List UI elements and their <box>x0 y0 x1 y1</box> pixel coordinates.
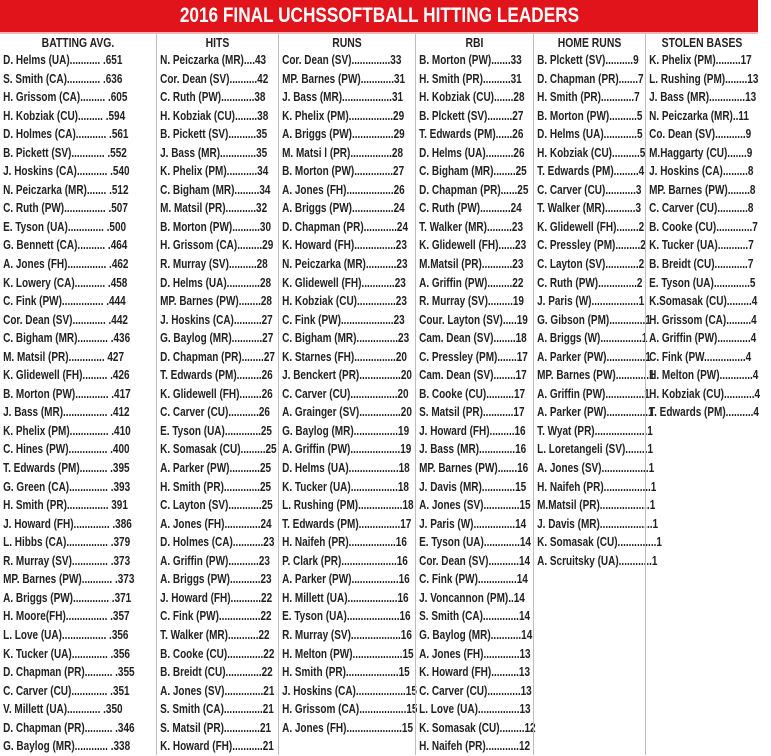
column-rbi <box>415 34 536 755</box>
leader-entry: H. Grissom (CA)......... .605 <box>3 89 128 105</box>
leader-entry: T. Wyat (PR)...................1 <box>537 422 653 438</box>
leader-entry: K. Glidewell (FH)............23 <box>282 274 406 290</box>
leader-entry: J. Bass (MR).............16 <box>419 441 527 457</box>
leader-entry: H. Naifeh (PR).................1 <box>537 478 657 494</box>
leader-entry: J. Bass (MR)................ .412 <box>3 404 130 420</box>
leader-entry: H. Naifeh (PR).................16 <box>282 534 407 550</box>
leader-entry: B. Morton (PW).......33 <box>419 52 522 67</box>
leader-entry: C. Fink (PW)..............14 <box>419 571 528 587</box>
leader-entry: H. Millett (UA)..................16 <box>282 589 409 605</box>
leader-entry: T. Edwards (PM)..........4 <box>649 404 759 420</box>
leader-entry: A. Parker (PW)...............1 <box>537 404 654 420</box>
leader-entry: D. Chapman (PR).......... .346 <box>3 719 135 735</box>
leader-entry: J. Bass (MR).............13 <box>649 89 757 105</box>
leader-entry: C. Hines (PW).............. .400 <box>3 441 130 457</box>
leader-entry: T. Edwards (PM).........4 <box>537 163 645 179</box>
leader-entry: C. Bigham (MR)...............23 <box>282 330 410 346</box>
leader-entry: B. Plckett (SV)..........9 <box>537 52 639 67</box>
leader-entry: C. Fink (PW...............4 <box>649 348 752 364</box>
leader-entry: T. Edwards (PM)......26 <box>419 126 524 142</box>
leader-entry: A. Jones (SV).............15 <box>419 497 531 513</box>
leader-entry: MP. Barnes (PW)........... .373 <box>3 571 135 587</box>
leader-entry: D. Holmes (CA)........... .561 <box>3 126 129 142</box>
leader-entry: K. Glidewell (FH)........26 <box>160 385 273 401</box>
leader-entry: M. Matsi l (PR)...............28 <box>282 144 404 160</box>
leader-entry: Cam. Dean (SV)........18 <box>419 330 527 346</box>
leader-entry: K. Phelix (PM)...........34 <box>160 163 269 179</box>
leader-list <box>646 51 761 422</box>
leader-entry: H. Grissom (CA).........29 <box>160 237 274 253</box>
leader-entry: K. Phelix (PM).............. .410 <box>3 422 131 438</box>
leader-entry: K.Somasak (CU).........4 <box>649 293 758 309</box>
leader-entry: V. Millett (UA)............ .350 <box>3 701 123 717</box>
leader-entry: C. Fink (PW)............... .444 <box>3 293 126 309</box>
leader-entry: J. Hoskins (CA).........8 <box>649 163 754 179</box>
leader-entry: A. Parker (PW)..............1 <box>537 348 651 364</box>
leader-entry: B. Morton (PW)..............27 <box>282 163 405 179</box>
column-batting-avg <box>0 34 156 755</box>
leader-entry: S. Smith (CA)............ .636 <box>3 70 123 86</box>
leader-entry: D. Chapman (PR).......7 <box>537 70 644 86</box>
leader-entry: N. Peiczarka (MR)..11 <box>649 107 749 123</box>
leader-entry: D. Helms (UA)........... .651 <box>3 52 123 67</box>
leader-entry: A. Jones (FH).............24 <box>160 515 272 531</box>
leader-entry: M.Matsil (PR)..................1 <box>537 497 656 513</box>
leader-entry: B. Morton (PW)..........30 <box>160 218 272 234</box>
leader-entry: K. Somasak (CU)..............1 <box>537 534 662 550</box>
leader-entry: B. Morton (PW)............ .417 <box>3 385 131 401</box>
leader-entry: A. Briggs (PW)...........23 <box>160 571 272 587</box>
leader-entry: N. Peiczarka (MR)....... .512 <box>3 181 129 197</box>
leader-list <box>157 51 278 756</box>
leader-entry: B. Cooke (CU).............7 <box>649 218 758 234</box>
leader-entry: C. Ruth (PW)............... .507 <box>3 200 128 216</box>
leader-entry: H. Kobziak (CU)...........4 <box>649 385 761 401</box>
column-header: RBI <box>465 35 484 50</box>
column-header: HOME RUNS <box>557 35 622 50</box>
leader-entry: T. Edwards (PM).........26 <box>160 367 273 383</box>
leader-entry: M.Haggarty (CU).......9 <box>649 144 753 160</box>
leader-entry: N. Peiczarka (MR)....43 <box>160 52 267 67</box>
column-stolen-bases <box>645 34 761 755</box>
leader-entry: J. Hoskins (CA)..........27 <box>160 311 273 327</box>
leader-entry: H. Smith (PR).............25 <box>160 478 272 494</box>
leader-entry: B. Cooke (CU).............22 <box>160 645 275 661</box>
leader-entry: B. Plckett (SV).........27 <box>419 107 524 123</box>
leader-entry: T. Edwards (PM).......... .395 <box>3 460 130 476</box>
leader-entry: A. Griffin (PW)..................19 <box>282 441 412 457</box>
leader-entry: S. Smith (CA).............14 <box>419 608 531 624</box>
leader-entry: M.Matsil (PR)...........23 <box>419 256 524 272</box>
leader-entry: A. Jones (SV)..............21 <box>160 682 275 698</box>
leader-entry: C. Carver (CU)............. .351 <box>3 682 130 698</box>
leader-entry: MP. Barnes (PW)........28 <box>160 293 272 309</box>
leader-entry: MP. Barnes (PW)........8 <box>649 181 756 197</box>
column-home-runs <box>533 34 662 755</box>
leader-entry: E. Tyson (UA).............5 <box>649 274 756 290</box>
leader-entry: G. Baylog (MR)...........27 <box>160 330 274 346</box>
leader-entry: G. Gibson (PM).............1 <box>537 311 651 327</box>
page-title: 2016 FINAL UCHSSOFTBALL HITTING LEADERS <box>179 4 579 27</box>
leader-entry: C. Layton (SV)............2 <box>537 256 645 272</box>
leader-entry: B. Cooke (CU)..........17 <box>419 385 526 401</box>
leader-entry: C. Pressley (PM).........2 <box>537 237 646 253</box>
leader-entry: R. Murray (SV)..........28 <box>160 256 268 272</box>
leader-entry: L. Love (UA)...............13 <box>419 701 531 717</box>
leader-entry: Cor. Dean (SV)...........14 <box>419 552 531 568</box>
leader-entry: J. Paris (W)...............14 <box>419 515 527 531</box>
leader-entry: H. Smith (PR)............... 391 <box>3 497 128 513</box>
leader-entry: G. Bennett (CA).......... .464 <box>3 237 128 253</box>
leader-entry: H. Grissom (CA).................15 <box>282 701 418 717</box>
leader-entry: R. Murray (SV).........19 <box>419 293 524 309</box>
column-header: RUNS <box>332 35 362 50</box>
leader-entry: K. Glidewell (FH)......... .426 <box>3 367 130 383</box>
leader-entry: C. Fink (PW)...............22 <box>160 608 272 624</box>
leader-entry: C. Layton (SV)............25 <box>160 497 273 513</box>
leader-entry: C. Ruth (PW)............38 <box>160 89 266 105</box>
leader-entry: C. Carver (CU)............13 <box>419 682 532 698</box>
leader-entry: C. Bigham (MR)........25 <box>419 163 527 179</box>
leader-list <box>279 51 418 737</box>
leader-entry: K. Tucker (UA)............. .356 <box>3 645 130 661</box>
leader-entry: B. Morton (PW)..........5 <box>537 107 643 123</box>
leader-entry: H. Smith (PR)...................15 <box>282 664 410 680</box>
leader-entry: H. Kobziak (CU)..........5 <box>537 144 646 160</box>
leader-entry: H. Smith (PR)..........31 <box>419 70 522 86</box>
column-header: STOLEN BASES <box>661 35 743 50</box>
leader-entry: H. Kobziak (CU)........38 <box>160 107 269 123</box>
leader-entry: S. Smith (CA)..............21 <box>160 701 274 717</box>
leader-entry: C. Ruth (PW)..............2 <box>537 274 643 290</box>
leader-entry: N. Peiczarka (MR)...........23 <box>282 256 408 272</box>
leader-entry: A. Briggs (W)...............1 <box>537 330 648 346</box>
leader-entry: A. Jones (FH)....................15 <box>282 719 414 735</box>
leader-entry: K. Phelix (PM).........17 <box>649 52 752 67</box>
leader-entry: B. Breidt (CU)............7 <box>649 256 754 272</box>
leader-entry: G. Green (CA).............. .393 <box>3 478 131 494</box>
leader-entry: H. Melton (PW)..................15 <box>282 645 414 661</box>
leader-entry: A. Parker (PW).................16 <box>282 571 410 587</box>
column-header: HITS <box>205 35 230 50</box>
leader-entry: D. Holmes (CA)...........23 <box>160 534 275 550</box>
leader-entry: Co. Dean (SV)...........9 <box>649 126 752 142</box>
leader-entry: A. Briggs (PW)............. .371 <box>3 589 132 605</box>
leader-entry: M. Matsil (PR)...........32 <box>160 200 268 216</box>
leader-entry: H. Kobziak (CU).......28 <box>419 89 525 105</box>
leader-entry: R. Murray (SV)............. .373 <box>3 552 131 568</box>
leader-entry: J. Hoskins (CA)..................15 <box>282 682 417 698</box>
leader-entry: D. Chapman (PR)........27 <box>160 348 275 364</box>
leader-entry: L. Love (UA)................ .356 <box>3 626 129 642</box>
leader-entry: H. Smith (PR)............7 <box>537 89 640 105</box>
leader-entry: K. Howard (FH)...............23 <box>282 237 407 253</box>
leader-entry: Cam. Dean (SV)........17 <box>419 367 527 383</box>
leader-entry: G. Baylog (MR)............ .338 <box>3 738 131 754</box>
leader-entry: Cor. Dean (SV)............ .442 <box>3 311 128 327</box>
leader-list <box>0 51 156 756</box>
leader-entry: K. Glidewell (FH)........2 <box>537 218 645 234</box>
leader-entry: D. Chapman (PR)......25 <box>419 181 529 197</box>
column-hits <box>156 34 278 755</box>
leader-entry: J. Bass (MR).............35 <box>160 144 268 160</box>
leader-entry: Cour. Layton (SV).....19 <box>419 311 528 327</box>
leader-entry: A. Jones (SV).................1 <box>537 460 655 476</box>
leader-entry: C. Carver (CU)...........26 <box>160 404 270 420</box>
leader-entry: H. Melton (PW)............4 <box>649 367 759 383</box>
leader-entry: L. Hibbs (CA)............... .379 <box>3 534 131 550</box>
title-banner <box>0 0 758 34</box>
leader-entry: MP. Barnes (PW).......16 <box>419 460 529 476</box>
leader-entry: K. Howard (FH)..........13 <box>419 664 531 680</box>
leader-entry: H. Moore(FH)............... .357 <box>3 608 130 624</box>
leader-entry: K. Somasak (CU).........25 <box>160 441 277 457</box>
leader-entry: J. Hoskins (CA)........... .540 <box>3 163 130 179</box>
leader-entry: K. Howard (FH)...........21 <box>160 738 274 754</box>
leader-entry: A. Grainger (SV)...............20 <box>282 404 412 420</box>
leader-entry: R. Murray (SV)..................16 <box>282 626 412 642</box>
leader-entry: A. Griffin (PW)..............1 <box>537 385 650 401</box>
leader-entry: K. Starnes (FH)...............20 <box>282 348 407 364</box>
leader-entry: C. Carver (CU).................20 <box>282 385 409 401</box>
leader-entry: C. Bigham (MR)........... .436 <box>3 330 131 346</box>
leader-entry: H. Naifeh (PR)............12 <box>419 738 531 754</box>
leader-entry: K. Lowery (CA)........... .458 <box>3 274 128 290</box>
leader-entry: D. Chapman (PR).......... .355 <box>3 664 135 680</box>
leader-entry: A. Parker (PW)...........25 <box>160 460 272 476</box>
leader-entry: T. Edwards (PM)...............17 <box>282 515 412 531</box>
leader-entry: M. Matsil (PR)............. 427 <box>3 348 125 364</box>
leader-entry: C. Carver (CU)...........8 <box>649 200 754 216</box>
leader-entry: B. Pickett (SV)..........35 <box>160 126 268 142</box>
leader-entry: A. Scruitsky (UA)............1 <box>537 552 658 568</box>
leader-entry: K. Somasak (CU).........12 <box>419 719 536 735</box>
leader-entry: A. Jones (FH).............. .462 <box>3 256 129 272</box>
leader-entry: K. Phelix (PM)................29 <box>282 107 405 123</box>
leader-entry: A. Griffin (PW)...........23 <box>160 552 270 568</box>
leader-entry: T. Walker (MR).........23 <box>419 218 524 234</box>
leader-entry: A. Jones (FH).............13 <box>419 645 531 661</box>
leader-entry: A. Jones (FH).................26 <box>282 181 405 197</box>
leader-entry: K. Glidewell (FH)......23 <box>419 237 527 253</box>
leader-entry: C. Pressley (PM).......17 <box>419 348 528 364</box>
leader-entry: G. Baylog (MR)...........14 <box>419 626 533 642</box>
column-header: BATTING AVG. <box>41 35 115 50</box>
leader-entry: D. Chapman (PR)............24 <box>282 218 409 234</box>
leader-entry: L. Loretangeli (SV)........1 <box>537 441 654 457</box>
leader-entry: T. Walker (MR)...........22 <box>160 626 270 642</box>
leader-entry: J. Howard (FH).........16 <box>419 422 526 438</box>
leader-entry: P. Clark (PR)....................16 <box>282 552 408 568</box>
leader-entry: J. Davis (MR)............15 <box>419 478 527 494</box>
leader-entry: J. Bass (MR)..................31 <box>282 89 404 105</box>
leader-entry: H. Kobziak (CU)......... .594 <box>3 107 126 123</box>
column-runs <box>278 34 418 755</box>
leader-entry: E. Tyson (UA).............25 <box>160 422 272 438</box>
leader-entry: Cor. Dean (SV)..............33 <box>282 52 402 67</box>
leader-entry: J. Benckert (PR)...............20 <box>282 367 412 383</box>
leader-entry: J. Howard (FH)............. .386 <box>3 515 132 531</box>
leader-entry: D. Helms (UA)..........26 <box>419 144 525 160</box>
leader-entry: Cor. Dean (SV)..........42 <box>160 70 269 86</box>
leader-entry: A. Briggs (PW)...............29 <box>282 126 405 142</box>
leader-entry: J. Voncannon (PM)..14 <box>419 589 525 605</box>
leader-entry: C. Bigham (MR).........34 <box>160 181 271 197</box>
leader-entry: B. Breidt (CU).............22 <box>160 664 273 680</box>
leader-entry: B. Pickett (SV)............ .552 <box>3 144 127 160</box>
leader-list <box>416 51 536 756</box>
leader-entry: J. Davis (MR)...................1 <box>537 515 659 531</box>
leader-entry: E. Tyson (UA).............14 <box>419 534 531 550</box>
leader-entry: E. Tyson (UA)...................16 <box>282 608 411 624</box>
leader-entry: L. Rushing (PM)................18 <box>282 497 414 513</box>
leader-entry: G. Baylog (MR)................19 <box>282 422 410 438</box>
leader-entry: C. Ruth (PW)...........24 <box>419 200 522 216</box>
leader-entry: K. Tucker (UA)...........7 <box>649 237 754 253</box>
leader-entry: A. Griffin (PW)............4 <box>649 330 757 346</box>
leader-entry: S. Matsil (PR)...........17 <box>419 404 525 420</box>
leader-entry: J. Howard (FH)...........22 <box>160 589 273 605</box>
leader-entry: D. Helms (UA)............28 <box>160 274 272 290</box>
leader-entry: C. Carver (CU)...........3 <box>537 181 642 197</box>
leader-entry: D. Helms (UA)..................18 <box>282 460 410 476</box>
leader-entry: E. Tyson (UA)............. .500 <box>3 218 127 234</box>
leader-entry: L. Rushing (PM)........13 <box>649 70 759 86</box>
leader-entry: H. Kobziak (CU)..............23 <box>282 293 407 309</box>
leader-list <box>534 51 662 570</box>
leader-entry: MP. Barnes (PW)............31 <box>282 70 406 86</box>
leader-entry: MP. Barnes (PW)............1 <box>537 367 655 383</box>
leader-entry: T. Walker (MR)...........3 <box>537 200 642 216</box>
leader-entry: A. Griffin (PW).........22 <box>419 274 524 290</box>
leader-entry: D. Helms (UA)............5 <box>537 126 643 142</box>
leader-entry: A. Briggs (PW)...............24 <box>282 200 405 216</box>
leader-entry: K. Tucker (UA).................18 <box>282 478 409 494</box>
leader-entry: S. Matsil (PR).............21 <box>160 719 272 735</box>
leader-entry: C. Fink (PW)...................23 <box>282 311 405 327</box>
leader-entry: H. Grissom (CA).........4 <box>649 311 757 327</box>
leader-entry: J. Paris (W).................1 <box>537 293 645 309</box>
